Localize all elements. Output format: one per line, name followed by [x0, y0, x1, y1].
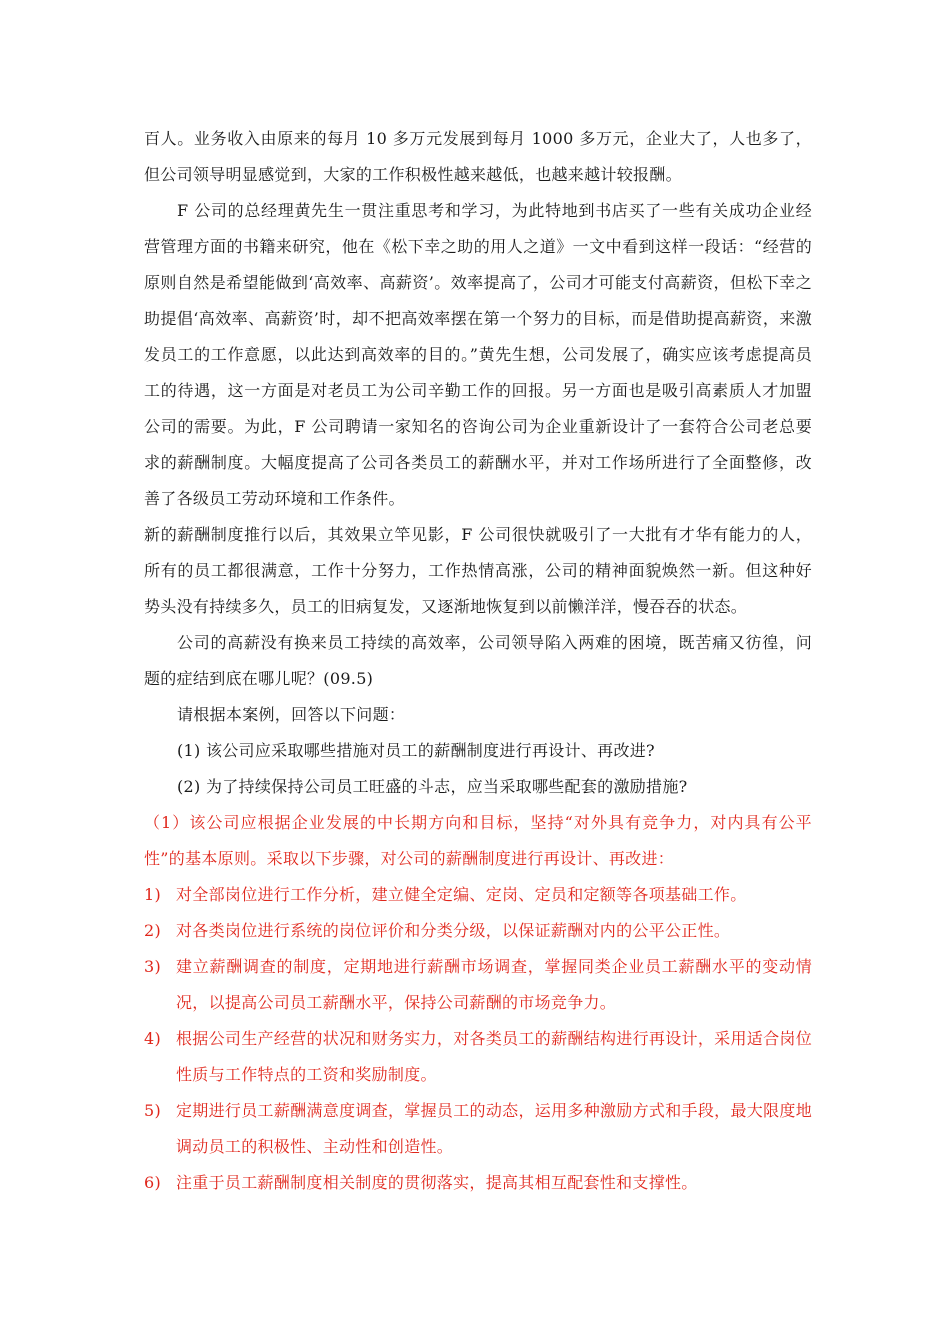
answer-step-text: 注重于员工薪酬制度相关制度的贯彻落实，提高其相互配套性和支撑性。	[176, 1173, 698, 1192]
answer-step-text: 对各类岗位进行系统的岗位评价和分类分级，以保证薪酬对内的公平公正性。	[176, 921, 731, 940]
answer-step-number: 5)	[144, 1101, 162, 1120]
answer-step-1	[144, 877, 812, 913]
answer-step-text: 建立薪酬调查的制度，定期地进行薪酬市场调查，掌握同类企业员工薪酬水平的变动情况，以提高公司员工薪酬水平，保持公司薪酬的市场竞争力。	[176, 957, 812, 1012]
answer-step-6	[144, 1165, 812, 1201]
case-paragraph-4: 公司的高薪没有换来员工持续的高效率，公司领导陷入两难的困境，既苦痛又彷徨，问题的症结到底在哪儿呢？(09.5)	[144, 633, 812, 688]
answer-step-3	[144, 949, 812, 1021]
case-paragraph-2: F 公司的总经理黄先生一贯注重思考和学习，为此特地到书店买了一些有关成功企业经营管理方面的书籍来研究，他在《松下幸之助的用人之道》一文中看到这样一段话：“经营的原则自然是希望能做到‘高效率、高薪资’。效率提高了，公司才可能支付高薪资，但松下幸之助提倡‘高效率、高薪资’时，却不把高效率摆在第一个努力的目标，而是借助提高薪资，来激发员工的工作意愿，以此达到高效率的目的。”黄先生想，公司发展了，确实应该考虑提高员工的待遇，这一方面是对老员工为公司辛勤工作的回报。另一方面也是吸引高素质人才加盟公司的需要。为此，F 公司聘请一家知名的咨询公司为企业重新设计了一套符合公司老总要求的薪酬制度。大幅度提高了公司各类员工的薪酬水平，并对工作场所进行了全面整修，改善了各级员工劳动环境和工作条件。	[144, 201, 812, 508]
answer-step-number: 1)	[144, 885, 162, 904]
answer-step-number: 3)	[144, 957, 162, 976]
answer-step-text: 根据公司生产经营的状况和财务实力，对各类员工的薪酬结构进行再设计，采用适合岗位性质与工作特点的工资和奖励制度。	[176, 1029, 812, 1084]
answer-step-2	[144, 913, 812, 949]
answer-step-4	[144, 1021, 812, 1093]
case-paragraph-1: 百人。业务收入由原来的每月 10 多万元发展到每月 1000 多万元，企业大了，人也多了，但公司领导明显感觉到，大家的工作积极性越来越低，也越来越计较报酬。	[144, 129, 812, 184]
case-paragraph-3: 新的薪酬制度推行以后，其效果立竿见影，F 公司很快就吸引了一大批有才华有能力的人，所有的员工都很满意，工作十分努力，工作热情高涨，公司的精神面貌焕然一新。但这种好势头没有持续多久，员工的旧病复发，又逐渐地恢复到以前懒洋洋，慢吞吞的状态。	[144, 525, 812, 616]
answer-step-text: 对全部岗位进行工作分析，建立健全定编、定岗、定员和定额等各项基础工作。	[176, 885, 747, 904]
answer-step-text: 定期进行员工薪酬满意度调查，掌握员工的动态，运用多种激励方式和手段，最大限度地调动员工的积极性、主动性和创造性。	[176, 1101, 812, 1156]
answer-step-number: 4)	[144, 1029, 162, 1048]
document-body	[144, 121, 812, 1201]
answer-step-number: 6)	[144, 1173, 162, 1192]
question-2: (2) 为了持续保持公司员工旺盛的斗志，应当采取哪些配套的激励措施?	[177, 777, 688, 796]
question-prompt: 请根据本案例，回答以下问题：	[177, 705, 406, 724]
answer-step-5	[144, 1093, 812, 1165]
answer-intro: （1）该公司应根据企业发展的中长期方向和目标，坚持“对外具有竞争力，对内具有公平性”的基本原则。采取以下步骤，对公司的薪酬制度进行再设计、再改进：	[144, 813, 812, 868]
question-1: (1) 该公司应采取哪些措施对员工的薪酬制度进行再设计、再改进?	[177, 741, 655, 760]
answer-step-number: 2)	[144, 921, 162, 940]
